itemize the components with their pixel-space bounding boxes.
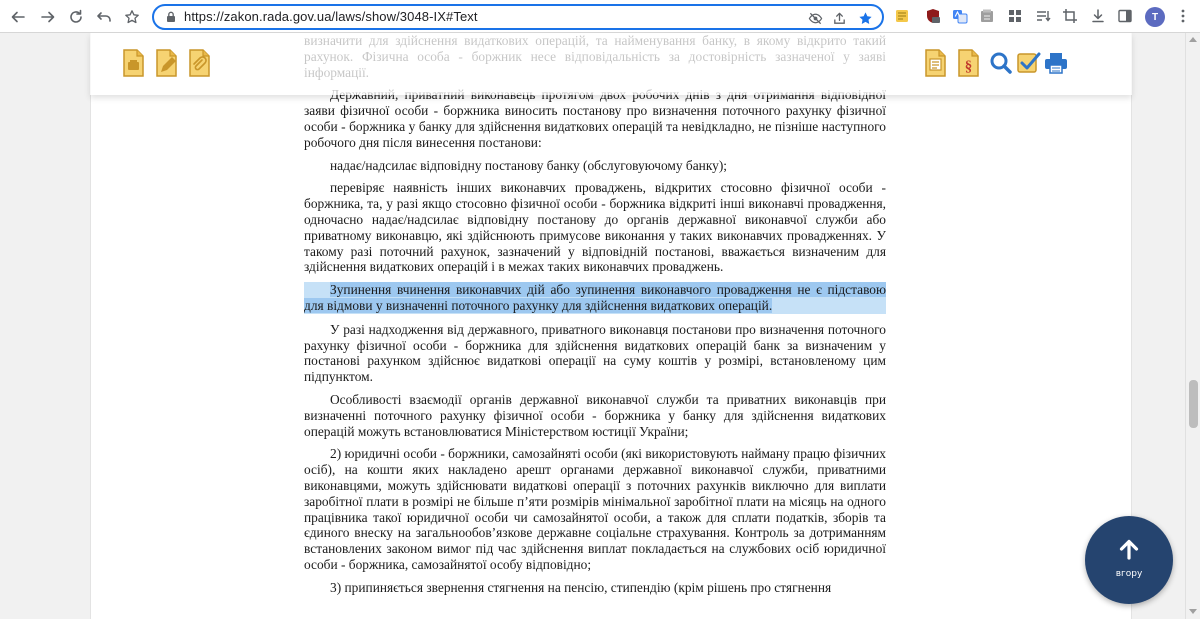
bookmark-star-filled-icon[interactable] bbox=[856, 9, 874, 27]
scroll-down-arrow[interactable] bbox=[1189, 609, 1197, 614]
extension-notes-icon[interactable] bbox=[893, 7, 911, 25]
extension-translate-icon[interactable] bbox=[951, 7, 969, 25]
url-text[interactable]: https://zakon.rada.gov.ua/laws/show/3048-IX#Text bbox=[184, 9, 478, 24]
paragraph: Особливості взаємодії органів державної виконавчої служби та приватних виконавців при визначенні поточного рахунку фізичної особи - боржника у банку для здійснення видаткових операцій можуть встановлюватися Міністерством юстиції України; bbox=[304, 391, 886, 439]
vertical-scrollbar[interactable] bbox=[1185, 33, 1200, 619]
crop-screenshot-icon[interactable] bbox=[1061, 7, 1079, 25]
paragraph: 2) юридичні особи - боржники, самозайняті особи (які використовують найману працю фізичних осіб), на кошти яких накладено арешт органами державної виконавчої служби, приватними виконавцями, можуть здійснювати видаткові операції з поточних рахунків виключно для виплати заробітної плати в розмірі не більше п’яти розмірів мінімальної заробітної плати на місяць на одного працівника такої юридичної особи чи самозайнятої особи, а також для сплати податків, зборів та єдиного внеску на загальнообов’язкове державне соціальне страхування. Контроль за дотриманням встановлених законом вимог під час здійснення виплат покладається на службових осіб юридичної особи - боржника, самозайнятої особу відповідно; bbox=[304, 446, 886, 572]
document-toolbar bbox=[90, 33, 1132, 95]
law-text bbox=[304, 33, 886, 603]
page-viewport bbox=[0, 33, 1185, 619]
paragraph: заяви фізичної особи - боржника виносить постанову про визначення поточного рахунку фізичної особи - боржника у банку для здійснення видаткових операцій та невідкладно, не пізніше наступного робочого дня після винесення постанови: bbox=[304, 103, 886, 150]
paragraph: 3) припиняється звернення стягнення на пенсію, стипендію (крім рішень про стягнення bbox=[330, 579, 832, 595]
attachment-document-icon[interactable] bbox=[186, 48, 212, 78]
document-info-icon[interactable] bbox=[120, 48, 146, 78]
selected-text: Зупинення вчинення виконавчих дій або зупинення виконавчого провадження не є підставою для відмови у визначенні поточного рахунку для здійснення видаткових операцій. bbox=[304, 282, 886, 313]
eye-off-icon[interactable] bbox=[806, 9, 824, 27]
arrow-up-icon bbox=[1118, 538, 1140, 560]
paragraph: надає/надсилає відповідну постанову банку (обслуговуючому банку); bbox=[330, 157, 728, 173]
reading-list-icon[interactable] bbox=[1034, 7, 1052, 25]
bookmark-star-outline-icon[interactable] bbox=[120, 5, 144, 29]
forward-icon[interactable] bbox=[36, 5, 60, 29]
scroll-thumb[interactable] bbox=[1189, 380, 1198, 428]
browser-menu-icon[interactable] bbox=[1174, 7, 1192, 25]
document-list-icon[interactable] bbox=[922, 48, 948, 78]
extension-ublock-icon[interactable] bbox=[924, 7, 942, 25]
document-legal-icon[interactable] bbox=[955, 48, 981, 78]
document-paper bbox=[90, 33, 1132, 619]
back-to-top-label: вгору bbox=[1115, 569, 1143, 579]
edit-document-icon[interactable] bbox=[153, 48, 179, 78]
paragraph: У разі надходження від державного, приватного виконавця постанови про визначення поточного рахунку фізичної особи - боржника для здійснення видаткових операцій банк за визначеним у постанові рахунком здійснює видаткові операції на суму коштів у розмірі, встановленому цим підпунктом. bbox=[304, 321, 886, 385]
extension-archive-icon[interactable] bbox=[978, 7, 996, 25]
check-icon[interactable] bbox=[1016, 48, 1042, 78]
paragraph: перевіряє наявність інших виконавчих проваджень, відкритих стосовно фізичної особи - боржника, та, у разі якщо стосовно фізичної особи - боржника відкриті інші виконавчі провадження, одночасно надає/надсилає відповідну постанову до органів державної виконавчої служби або приватному виконавцю, які здійснюють примусове виконання у таких виконавчих провадженнях. У такому разі поточний рахунок, зазначений у відповідній постанові, вважається визначеним для здійснення видаткових операцій і в межах таких виконавчих проваджень. bbox=[304, 180, 886, 275]
address-bar[interactable] bbox=[152, 4, 884, 30]
share-icon[interactable] bbox=[830, 9, 848, 27]
profile-avatar[interactable]: T bbox=[1145, 7, 1165, 27]
download-icon[interactable] bbox=[1089, 7, 1107, 25]
search-icon[interactable] bbox=[988, 48, 1014, 78]
print-icon[interactable] bbox=[1043, 48, 1069, 78]
lock-icon[interactable] bbox=[164, 10, 178, 24]
back-icon[interactable] bbox=[6, 5, 30, 29]
svg-text:§: § bbox=[964, 59, 973, 75]
browser-toolbar bbox=[0, 0, 1200, 33]
back-to-top-button[interactable] bbox=[1085, 516, 1173, 604]
side-panel-icon[interactable] bbox=[1116, 7, 1134, 25]
extension-grid-icon[interactable] bbox=[1006, 7, 1024, 25]
scroll-up-arrow[interactable] bbox=[1189, 37, 1197, 42]
undo-icon[interactable] bbox=[92, 5, 116, 29]
highlighted-paragraph bbox=[304, 282, 886, 314]
reload-icon[interactable] bbox=[64, 5, 88, 29]
